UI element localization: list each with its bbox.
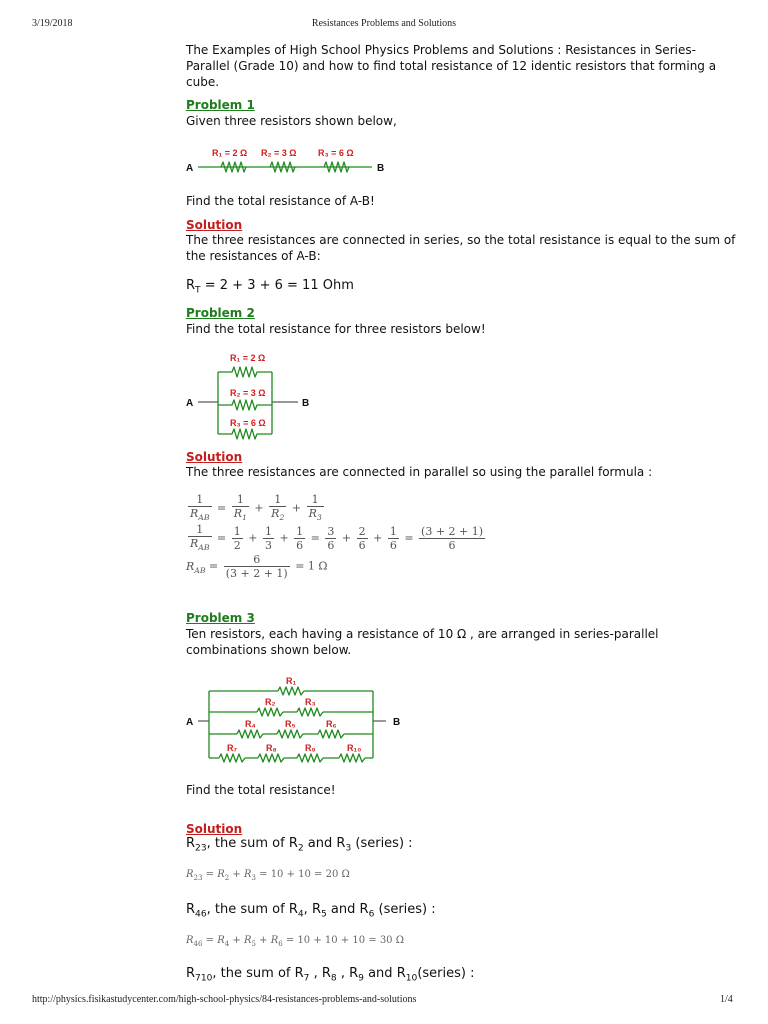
resistor-label-r9: R₉ <box>305 743 316 753</box>
problem-1-result <box>186 278 736 299</box>
resistor-label-r3: R₃ <box>305 697 316 707</box>
r23-equation: $R_{23} = R_2 + R_3 = 10 + 10 = 20$ Ω <box>186 869 350 882</box>
r710-statement: $R_{710}$, the sum of $R_7$ , $R_8$ , $R_9$ and $R_{10}(series)$ : <box>186 966 475 984</box>
resistor-label-r1: R₁ = 2 Ω <box>230 353 266 363</box>
result-expression: = 2 + 3 + 6 = 11 Ohm <box>200 278 354 293</box>
r46-statement: $R_{46}$, the sum of $R_4$, $R_5$ and $R_6$ (series) : <box>186 902 436 920</box>
node-a-label: A <box>186 717 194 728</box>
parallel-formula: 1 $R_{AB}$ = $\frac{1}{R_1}$ + $\frac{1}{R_2}$ + $\frac{1}{R_3}$ <box>190 493 322 523</box>
parallel-substitution: 1 $R_{AB}$ = $\frac{1}{2}$ + $\frac{1}{3}$ + $\frac{1}{6}$ = $\frac{3}{6}$ + $\frac{2}{6}$ + $\frac{1}{6}$ = $\frac{(3 + 2 + 1)}{6}$ <box>190 523 484 553</box>
problem-2-text: Find the total resistance for three resistors below! <box>186 322 486 336</box>
resistor-label-r7: R₇ <box>227 743 238 753</box>
resistor-label-r5: R₅ <box>285 719 296 729</box>
node-b-label: B <box>302 398 310 409</box>
resistor-label-r10: R₁₀ <box>347 743 362 753</box>
resistor-r1 <box>221 162 246 172</box>
print-footer-page: 1/4 <box>720 994 733 1005</box>
resistor-label-r1: R₁ <box>286 676 297 686</box>
print-footer-url: http://physics.fisikastudycenter.com/high-school-physics/84-resistances-problems-and-solutions <box>32 994 417 1005</box>
resistor-label-r2: R₂ = 3 Ω <box>230 388 266 398</box>
result-symbol: R <box>186 278 196 293</box>
resistor-label-r3: R₃ = 6 Ω <box>318 148 354 158</box>
problem-2-heading: Problem 2 <box>186 306 255 320</box>
problem-3-question: Find the total resistance! <box>186 783 336 797</box>
problem-3-solution-heading: Solution <box>186 822 243 836</box>
series-parallel-circuit-diagram <box>186 674 416 768</box>
resistor-label-r3: R₃ = 6 Ω <box>230 418 266 428</box>
parallel-result: $R_{AB}$ = $\frac{6}{(3 + 2 + 1)}$ = 1 Ω <box>186 553 328 580</box>
resistor-r2 <box>218 400 272 410</box>
node-a-label: A <box>186 398 194 409</box>
resistor-r3 <box>324 162 349 172</box>
problem-1-question: Find the total resistance of A-B! <box>186 194 375 208</box>
intro-text: The Examples of High School Physics Problems and Solutions : Resistances in Series-Parallel (Grade 10) and how to find total resistance of 12 identic resistors that forming a cube. <box>186 43 717 89</box>
series-circuit-diagram <box>186 142 396 180</box>
print-date: 3/19/2018 <box>32 18 73 29</box>
resistor-label-r6: R₆ <box>326 719 337 729</box>
resistor-label-r4: R₄ <box>245 719 256 729</box>
problem-1-solution-text: The three resistances are connected in series, so the total resistance is equal to the sum of the resistances of A-B: <box>186 233 736 263</box>
result-subscript: T <box>195 285 201 296</box>
node-b-label: B <box>377 163 385 174</box>
print-title: Resistances Problems and Solutions <box>311 18 457 29</box>
problem-1-text: Given three resistors shown below, <box>186 114 397 128</box>
resistor-label-r2: R₂ = 3 Ω <box>261 148 297 158</box>
node-b-label: B <box>393 717 401 728</box>
problem-2-solution-text: The three resistances are connected in parallel so using the parallel formula : <box>186 465 653 479</box>
resistor-r1 <box>218 367 272 377</box>
problem-2-solution-heading: Solution <box>186 450 243 464</box>
resistor-label-r1: R₁ = 2 Ω <box>212 148 248 158</box>
problem-1-heading: Problem 1 <box>186 98 255 112</box>
resistor-label-r2: R₂ <box>265 697 276 707</box>
r46-equation: $R_{46} = R_4 + R_5 + R_6 = 10 + 10 + 10 = 30$ Ω <box>186 935 405 948</box>
r23-statement: $R_{23}$, the sum of $R_2$ and $R_3$ (series) : <box>186 836 413 854</box>
problem-3-heading: Problem 3 <box>186 611 255 625</box>
problem-1-solution-heading: Solution <box>186 218 243 232</box>
resistor-r2 <box>270 162 295 172</box>
problem-3-text: Ten resistors, each having a resistance of 10 Ω , are arranged in series-parallel combinations shown below. <box>186 627 659 657</box>
resistor-r3 <box>218 429 272 439</box>
node-a-label: A <box>186 163 194 174</box>
resistor-label-r8: R₈ <box>266 743 277 753</box>
parallel-circuit-diagram <box>186 350 316 446</box>
